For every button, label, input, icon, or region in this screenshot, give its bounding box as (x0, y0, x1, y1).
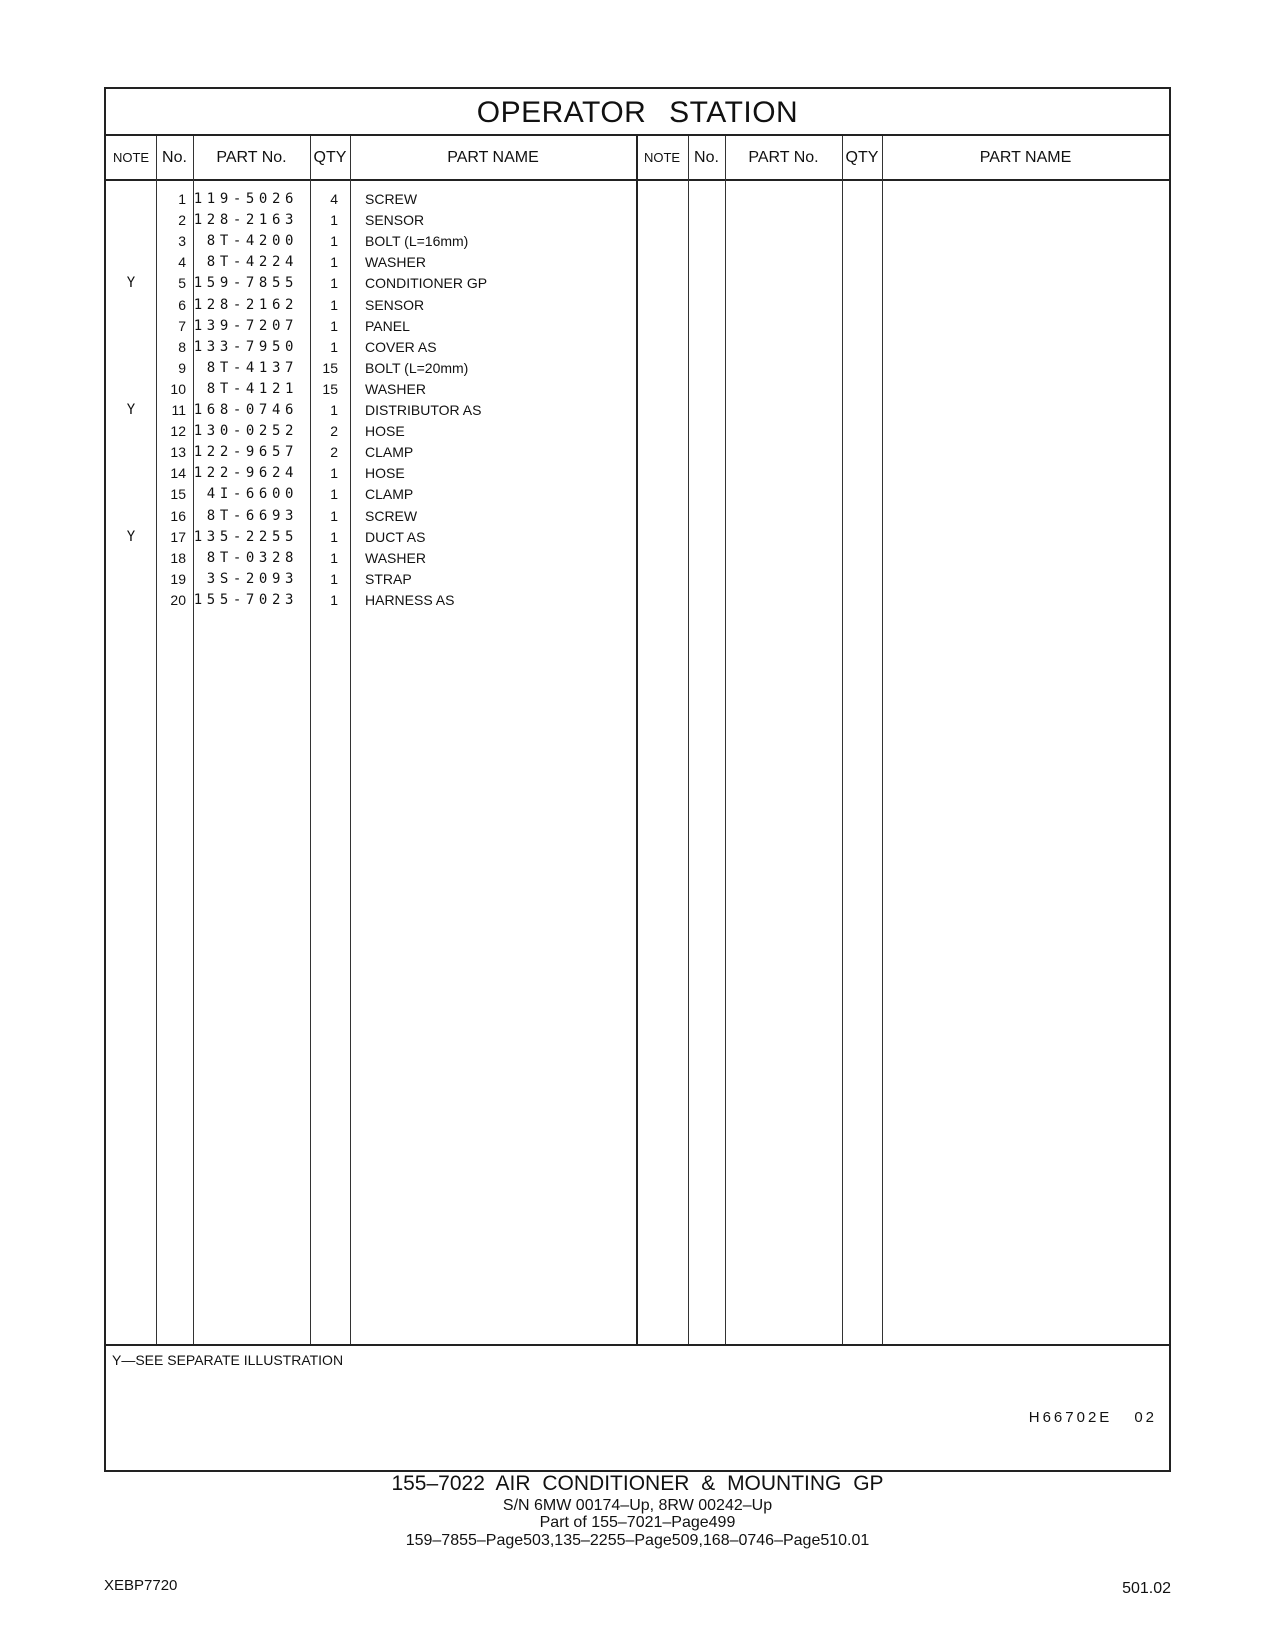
header-part-name-right: PART NAME (979, 149, 1072, 166)
row-quantity: 1 (330, 402, 338, 418)
table-row (106, 465, 626, 487)
row-part-name: WASHER (365, 254, 426, 271)
row-quantity: 1 (330, 317, 338, 334)
row-quantity: 1 (330, 486, 338, 503)
row-item-number: 15 (170, 486, 186, 503)
row-item-number: 10 (170, 380, 186, 397)
header-part-no-right: PART No. (748, 149, 819, 166)
row-part-name: HOSE (365, 465, 405, 482)
row-item-number: 8 (178, 338, 186, 355)
row-quantity: 1 (330, 591, 338, 608)
row-part-name: SENSOR (365, 296, 425, 313)
row-part-name: SCREW (365, 191, 418, 207)
row-part-number: 155-7023 (193, 591, 298, 608)
row-item-number: 7 (178, 317, 186, 334)
row-item-number: 9 (178, 359, 186, 376)
row-quantity: 1 (330, 507, 338, 524)
row-quantity: 1 (330, 549, 338, 566)
row-part-name: WASHER (365, 380, 426, 397)
row-item-number: 5 (178, 275, 186, 292)
header-part-no-left: PART No. (216, 149, 287, 166)
row-part-number: 122-9624 (193, 465, 298, 482)
footer-divider (106, 1344, 1169, 1346)
table-row (106, 275, 626, 297)
row-item-number: 20 (170, 591, 186, 608)
row-item-number: 16 (170, 507, 186, 524)
row-part-number: 139-7207 (193, 317, 298, 334)
row-item-number: 3 (178, 233, 186, 250)
reference-code (1029, 1409, 1157, 1426)
table-row (106, 550, 626, 572)
row-part-name: DISTRIBUTOR AS (365, 402, 482, 418)
row-quantity: 1 (330, 233, 338, 250)
page-number: 501.02 (1122, 1580, 1171, 1597)
section-title: OPERATOR STATION (106, 89, 1169, 136)
row-part-number: 159-7855 (193, 275, 298, 292)
table-row (106, 339, 626, 361)
table-row (106, 191, 626, 213)
row-part-number: 8T-4121 (206, 380, 298, 397)
table-row (106, 571, 626, 593)
row-part-name: DUCT AS (365, 528, 426, 545)
table-row (106, 297, 626, 319)
header-part-name-left: PART NAME (447, 149, 539, 166)
row-part-number: 8T-6693 (206, 507, 298, 524)
row-part-name: BOLT (L=16mm) (365, 233, 469, 250)
row-part-number: 4I-6600 (206, 486, 298, 503)
row-quantity: 1 (330, 465, 338, 482)
row-part-name: WASHER (365, 549, 426, 566)
row-note: Y (126, 528, 136, 545)
row-part-number: 8T-0328 (206, 549, 298, 566)
header-note-left: NOTE (112, 150, 150, 165)
row-part-number: 8T-4137 (206, 359, 298, 376)
header-note-right: NOTE (643, 150, 681, 165)
parts-table-body (106, 181, 1169, 1344)
table-row (106, 529, 626, 551)
row-quantity: 2 (330, 423, 338, 440)
document-id: XEBP7720 (104, 1577, 178, 1594)
row-part-number: 130-0252 (193, 423, 298, 440)
row-part-number: 119-5026 (193, 191, 298, 207)
group-title: 155–7022 AIR CONDITIONER & MOUNTING GP (391, 1472, 884, 1495)
row-part-name: STRAP (365, 570, 412, 587)
table-row (106, 212, 626, 234)
row-part-name: PANEL (365, 317, 410, 334)
header-qty-right: QTY (845, 149, 879, 166)
reference-code-id: H66702E (1028, 1409, 1113, 1426)
row-quantity: 1 (330, 570, 338, 587)
row-quantity: 1 (330, 275, 338, 292)
row-part-name: CONDITIONER GP (365, 275, 488, 292)
row-quantity: 15 (322, 380, 338, 397)
cross-references: 159–7855–Page503,135–2255–Page509,168–0746–Page510.01 (405, 1532, 870, 1549)
parent-reference: Part of 155–7021–Page499 (539, 1514, 736, 1531)
table-row (106, 233, 626, 255)
row-part-name: SCREW (365, 507, 418, 524)
table-row (106, 402, 626, 424)
row-quantity: 1 (330, 296, 338, 313)
row-item-number: 18 (170, 549, 186, 566)
row-item-number: 14 (170, 465, 186, 482)
row-part-number: 128-2162 (193, 296, 298, 313)
header-qty-left: QTY (313, 149, 347, 166)
row-quantity: 2 (330, 444, 338, 461)
reference-code-rev: 02 (1134, 1409, 1157, 1426)
row-item-number: 11 (171, 402, 186, 418)
row-part-name: BOLT (L=20mm) (365, 359, 469, 376)
header-no-left: No. (162, 149, 187, 166)
row-part-number: 133-7950 (193, 338, 298, 355)
table-row (106, 444, 626, 466)
header-no-right: No. (694, 149, 719, 166)
table-row (106, 423, 626, 445)
row-part-name: CLAMP (365, 444, 414, 461)
row-quantity: 1 (330, 254, 338, 271)
row-item-number: 2 (178, 212, 186, 229)
parts-list-sheet (104, 87, 1171, 1472)
table-row (106, 508, 626, 530)
table-row (106, 381, 626, 403)
serial-range: S/N 6MW 00174–Up, 8RW 00242–Up (502, 1497, 773, 1514)
table-row (106, 254, 626, 276)
row-quantity: 4 (330, 191, 338, 207)
row-item-number: 4 (178, 254, 186, 271)
row-part-name: CLAMP (365, 486, 414, 503)
row-item-number: 13 (170, 444, 186, 461)
row-part-number: 135-2255 (193, 528, 298, 545)
row-note: Y (126, 275, 136, 292)
row-part-name: HARNESS AS (365, 591, 455, 608)
row-part-number: 8T-4200 (206, 233, 298, 250)
row-item-number: 6 (178, 296, 186, 313)
table-row (106, 592, 626, 614)
row-part-name: HOSE (365, 423, 405, 440)
row-item-number: 19 (170, 570, 186, 587)
row-quantity: 1 (330, 338, 338, 355)
row-part-name: COVER AS (365, 338, 437, 355)
row-part-number: 122-9657 (193, 444, 298, 461)
row-part-number: 3S-2093 (206, 570, 298, 587)
row-part-number: 8T-4224 (206, 254, 298, 271)
row-part-number: 128-2163 (193, 212, 298, 229)
row-note: Y (126, 402, 136, 418)
footnote: Y—SEE SEPARATE ILLUSTRATION (112, 1352, 344, 1368)
row-quantity: 1 (330, 212, 338, 229)
row-item-number: 12 (170, 423, 186, 440)
row-quantity: 1 (330, 528, 338, 545)
row-item-number: 1 (178, 191, 186, 207)
table-row (106, 318, 626, 340)
row-quantity: 15 (322, 359, 338, 376)
table-row (106, 486, 626, 508)
row-part-number: 168-0746 (193, 402, 298, 418)
row-part-name: SENSOR (365, 212, 425, 229)
table-row (106, 360, 626, 382)
row-item-number: 17 (170, 528, 186, 545)
